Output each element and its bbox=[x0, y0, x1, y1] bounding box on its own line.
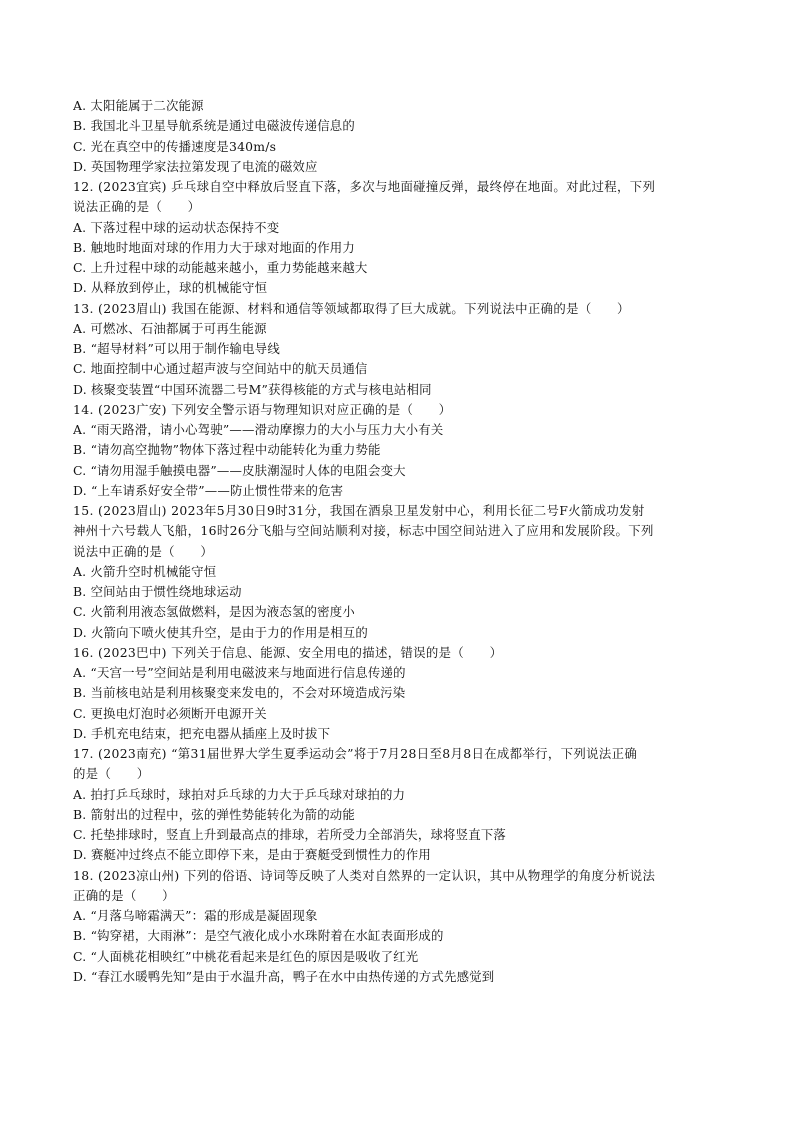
option-13-b: B. “超导材料”可以用于制作输电导线 bbox=[73, 341, 280, 356]
option-11-b: B. 我国北斗卫星导航系统是通过电磁波传递信息的 bbox=[73, 118, 355, 134]
question-16-stem-line-1: 16. (2023巴中) 下列关于信息、能源、安全用电的描述，错误的是（ ） bbox=[73, 644, 503, 660]
question-16 bbox=[73, 643, 721, 744]
question-15 bbox=[73, 501, 721, 643]
question-13-stem-line-1: 13. (2023眉山) 我国在能源、材料和通信等领域都取得了巨大成就。下列说法中正确的是（ ） bbox=[73, 300, 630, 316]
option-16-c: C. 更换电灯泡时必须断开电源开关 bbox=[73, 705, 267, 721]
option-13-c: C. 地面控制中心通过超声波与空间站中的航天员通信 bbox=[73, 361, 368, 377]
option-16-d: D. 手机充电结束，把充电器从插座上及时拔下 bbox=[73, 725, 331, 741]
option-18-c: C. “人面桃花相映红”中桃花看起来是红色的原因是吸收了红光 bbox=[73, 948, 419, 964]
question-12-stem-line-1: 12. (2023宜宾) 乒乓球自空中释放后竖直下落，多次与地面碰撞反弹，最终停在地面。对此过程，下列 bbox=[73, 179, 656, 194]
option-12-a: A. 下落过程中球的运动状态保持不变 bbox=[73, 219, 280, 235]
option-15-b: B. 空间站由于惯性绕地球运动 bbox=[73, 584, 242, 599]
option-12-d: D. 从释放到停止，球的机械能守恒 bbox=[73, 280, 268, 296]
option-13-d: D. 核聚变装置“中国环流器二号M”获得核能的方式与核电站相同 bbox=[73, 381, 432, 397]
option-18-b: B. “钩穿裙，大雨淋”：是空气液化成小水珠附着在水缸表面形成的 bbox=[73, 928, 444, 944]
option-14-a: A. “雨天路滑，请小心驾驶”——滑动摩擦力的大小与压力大小有关 bbox=[73, 422, 444, 437]
question-list bbox=[73, 96, 721, 987]
option-13-a: A. 可燃冰、石油都属于可再生能源 bbox=[73, 320, 267, 336]
question-13 bbox=[73, 299, 721, 400]
option-17-c: C. 托垫排球时，竖直上升到最高点的排球，若所受力全部消失，球将竖直下落 bbox=[73, 827, 507, 842]
question-14-stem-line-1: 14. (2023广安) 下列安全警示语与物理知识对应正确的是（ ） bbox=[73, 401, 452, 417]
question-17-stem-line-2: 的是（ ） bbox=[73, 766, 150, 782]
question-15-stem-line-2: 神州十六号载人飞船，16时26分飞船与空间站顺利对接，标志中国空间站进入了应用和发展阶段。下列 bbox=[73, 523, 654, 539]
option-17-d: D. 赛艇冲过终点不能立即停下来，是由于赛艇受到惯性力的作用 bbox=[73, 847, 431, 863]
option-15-a: A. 火箭升空时机械能守恒 bbox=[73, 563, 217, 579]
option-15-d: D. 火箭向下喷火使其升空，是由于力的作用是相互的 bbox=[73, 624, 368, 640]
question-18-stem-line-1: 18. (2023凉山州) 下列的俗语、诗词等反映了人类对自然界的一定认识，其中从物理学的角度分析说法 bbox=[73, 867, 656, 883]
option-12-c: C. 上升过程中球的动能越来越小，重力势能越来越大 bbox=[73, 260, 368, 275]
option-14-b: B. “请勿高空抛物”物体下落过程中动能转化为重力势能 bbox=[73, 442, 381, 458]
question-17 bbox=[73, 744, 721, 866]
option-11-a: A. 太阳能属于二次能源 bbox=[73, 98, 204, 113]
question-15-stem-line-3: 说法中正确的是（ ） bbox=[73, 543, 214, 559]
option-16-a: A. “天宫一号”空间站是利用电磁波来与地面进行信息传递的 bbox=[73, 665, 406, 680]
option-16-b: B. 当前核电站是利用核聚变来发电的，不会对环境造成污染 bbox=[73, 685, 406, 701]
option-17-a: A. 拍打乒乓球时，球拍对乒乓球的力大于乒乓球对球拍的力 bbox=[73, 786, 406, 802]
option-17-b: B. 箭射出的过程中，弦的弹性势能转化为箭的动能 bbox=[73, 806, 355, 822]
option-14-d: D. “上车请系好安全带”——防止惯性带来的危害 bbox=[73, 482, 344, 498]
option-11-d: D. 英国物理学家法拉第发现了电流的磁效应 bbox=[73, 158, 318, 174]
question-18-stem-line-2: 正确的是（ ） bbox=[73, 887, 175, 903]
question-17-stem-line-1: 17. (2023南充) “第31届世界大学生夏季运动会”将于7月28日至8月8日在成都举行，下列说法正确 bbox=[73, 746, 638, 761]
option-18-a: A. “月落乌啼霜满天”：霜的形成是凝固现象 bbox=[73, 908, 318, 923]
question-12-stem-line-2: 说法正确的是（ ） bbox=[73, 199, 201, 215]
question-15-stem-line-1: 15. (2023眉山) 2023年5月30日9时31分，我国在酒泉卫星发射中心，利用长征二号F火箭成功发射 bbox=[73, 503, 645, 518]
option-14-c: C. “请勿用湿手触摸电器”——皮肤潮湿时人体的电阻会变大 bbox=[73, 462, 406, 478]
question-12 bbox=[73, 177, 721, 299]
option-11-c: C. 光在真空中的传播速度是340m/s bbox=[73, 138, 277, 154]
question-18 bbox=[73, 866, 721, 988]
question-14 bbox=[73, 400, 721, 501]
option-18-d: D. “春江水暖鸭先知”是由于水温升高，鸭子在水中由热传递的方式先感觉到 bbox=[73, 968, 495, 984]
option-12-b: B. 触地时地面对球的作用力大于球对地面的作用力 bbox=[73, 239, 355, 255]
question-11-options bbox=[73, 96, 721, 177]
option-15-c: C. 火箭利用液态氢做燃料，是因为液态氢的密度小 bbox=[73, 604, 355, 620]
